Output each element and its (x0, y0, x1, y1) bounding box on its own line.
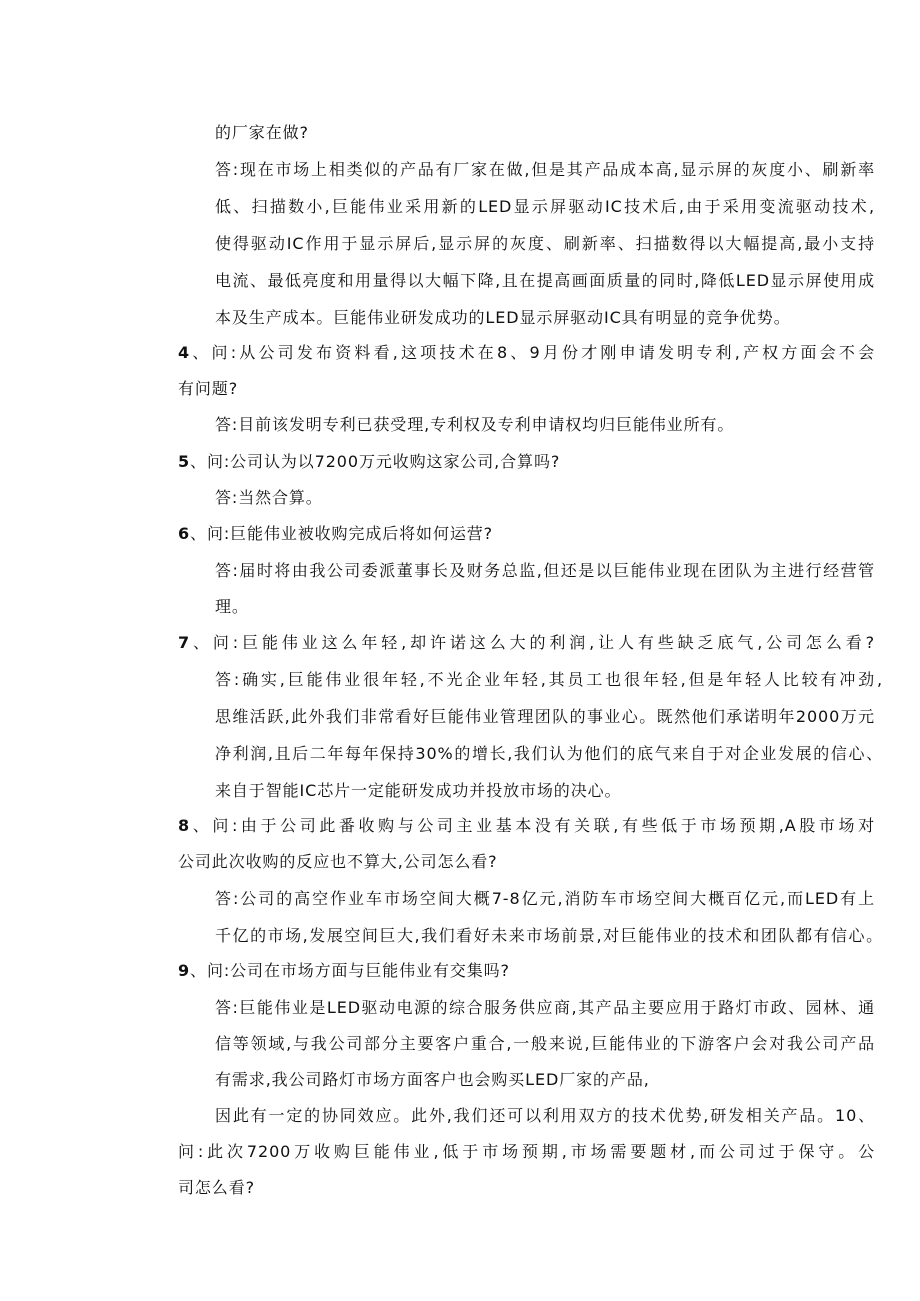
question-text: 、问:巨能伟业被收购完成后将如何运营? (190, 524, 494, 543)
text-line: 信等领域,与我公司部分主要客户重合,一般来说,巨能伟业的下游客户会对我公司产品 (215, 1034, 875, 1053)
answer-line: 答:目前该发明专利已获受理,专利权及专利申请权均归巨能伟业所有。 (215, 415, 735, 434)
text-line: 因此有一定的协同效应。此外,我们还可以利用双方的技术优势,研发相关产品。10、 (215, 1106, 875, 1125)
answer-line: 答:当然合算。 (215, 488, 323, 507)
question-text: 、问:公司认为以7200万元收购这家公司,合算吗? (190, 452, 561, 471)
question-text: 、问:从公司发布资料看,这项技术在8、9月份才刚申请发明专利,产权方面会不会 (190, 343, 875, 362)
text-line: 司怎么看? (178, 1178, 255, 1197)
answer-line: 答:现在市场上相类似的产品有厂家在做,但是其产品成本高,显示屏的灰度小、刷新率 (215, 160, 875, 179)
question-number: 8 (178, 816, 191, 835)
answer-line: 答:公司的高空作业车市场空间大概7-8亿元,消防车市场空间大概百亿元,而LED有上 (215, 889, 875, 908)
question-9 (178, 960, 510, 982)
text-line: 思维活跃,此外我们非常看好巨能伟业管理团队的事业心。既然他们承诺明年2000万元 (215, 707, 875, 726)
text-line: 的厂家在做? (215, 123, 309, 142)
question-text: 、问:由于公司此番收购与公司主业基本没有关联,有些低于市场预期,A股市场对 (190, 816, 875, 835)
question-8 (178, 815, 875, 837)
answer-line: 答:届时将由我公司委派董事长及财务总监,但还是以巨能伟业现在团队为主进行经营管 (215, 561, 875, 580)
question-5 (178, 451, 560, 473)
question-number: 5 (178, 452, 191, 471)
text-line: 来自于智能IC芯片一定能研发成功并投放市场的决心。 (215, 781, 622, 800)
text-line: 本及生产成本。巨能伟业研发成功的LED显示屏驱动IC具有明显的竞争优势。 (215, 308, 791, 327)
question-number: 7 (178, 633, 191, 652)
text-line: 公司此次收购的反应也不算大,公司怎么看? (178, 852, 498, 871)
text-line: 净利润,且后二年每年保持30%的增长,我们认为他们的底气来自于对企业发展的信心、 (215, 744, 883, 763)
question-text: 、问:巨能伟业这么年轻,却许诺这么大的利润,让人有些缺乏底气,公司怎么看? (190, 633, 875, 652)
text-line: 使得驱动IC作用于显示屏后,显示屏的灰度、刷新率、扫描数得以大幅提高,最小支持 (215, 234, 875, 253)
text-line: 理。 (215, 597, 249, 616)
question-7 (178, 632, 875, 654)
answer-line: 答:巨能伟业是LED驱动电源的综合服务供应商,其产品主要应用于路灯市政、园林、通 (215, 998, 875, 1017)
question-number: 4 (178, 343, 191, 362)
text-line: 有问题? (178, 379, 239, 398)
text-line: 千亿的市场,发展空间巨大,我们看好未来市场前景,对巨能伟业的技术和团队都有信心。 (215, 926, 883, 945)
question-text: 、问:公司在市场方面与巨能伟业有交集吗? (190, 961, 510, 980)
question-6 (178, 523, 493, 545)
text-line: 电流、最低亮度和用量得以大幅下降,且在提高画面质量的同时,降低LED显示屏使用成 (215, 271, 875, 290)
question-4 (178, 342, 875, 364)
answer-line: 答:确实,巨能伟业很年轻,不光企业年轻,其员工也很年轻,但是年轻人比较有冲劲, (215, 670, 883, 689)
text-line: 有需求,我公司路灯市场方面客户也会购买LED厂家的产品, (215, 1070, 650, 1089)
question-number: 9 (178, 961, 191, 980)
question-number: 6 (178, 524, 191, 543)
text-line: 低、扫描数小,巨能伟业采用新的LED显示屏驱动IC技术后,由于采用变流驱动技术, (215, 197, 875, 216)
question-10: 问:此次7200万收购巨能伟业,低于市场预期,市场需要题材,而公司过于保守。公 (178, 1142, 875, 1161)
